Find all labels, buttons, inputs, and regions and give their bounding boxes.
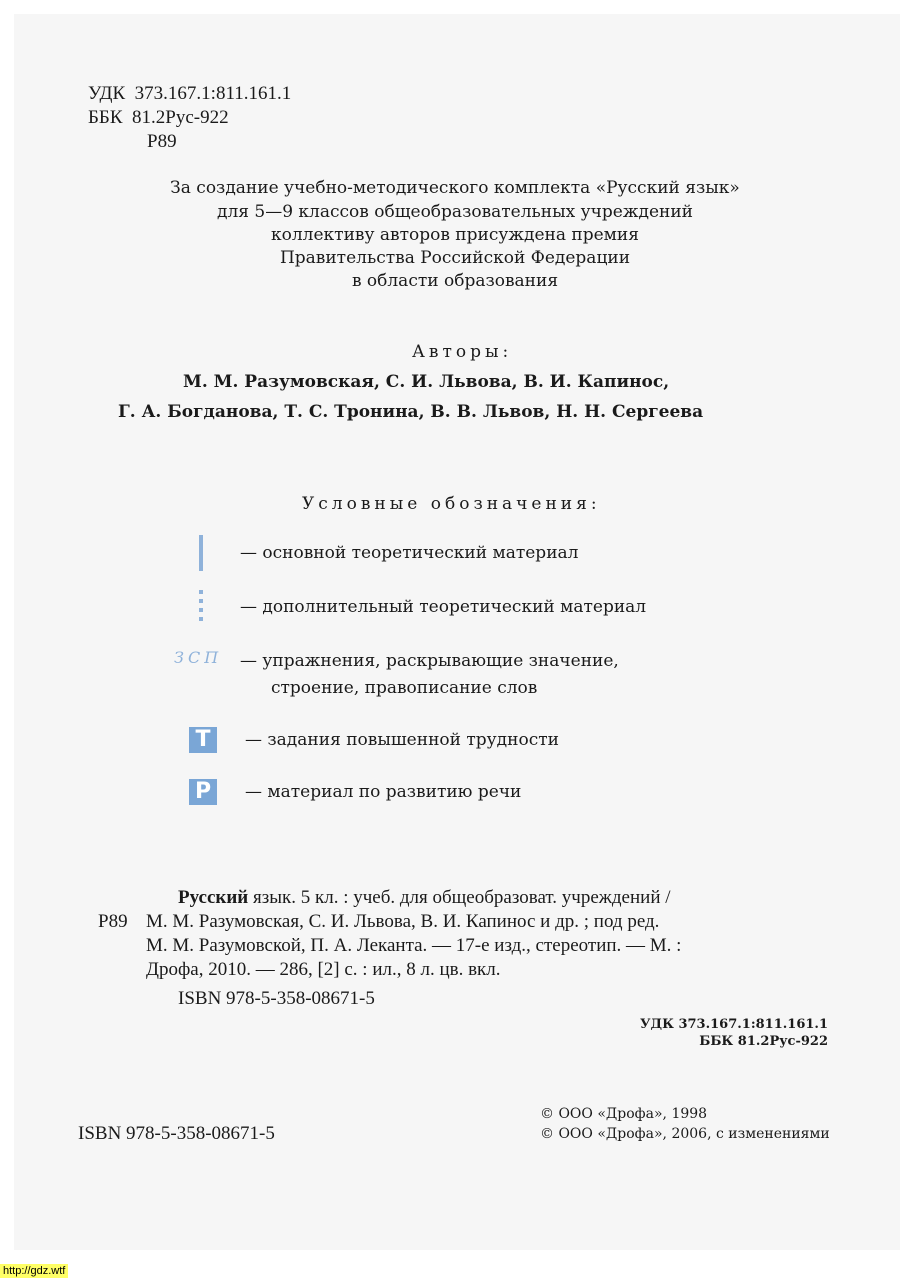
author-code: Р89	[147, 131, 177, 152]
t-icon: Т	[189, 727, 217, 753]
legend-text: — материал по развитию речи	[245, 782, 522, 802]
award-line: За создание учебно-методического комплекта «Русский язык»	[170, 178, 740, 198]
legend-text: — дополнительный теоретический материал	[240, 597, 647, 617]
copyright-line: © ООО «Дрофа», 2006, с изменениями	[540, 1126, 830, 1142]
award-line: Правительства Российской Федерации	[279, 248, 631, 268]
biblio-isbn: ISBN 978-5-358-08671-5	[178, 988, 375, 1009]
legend-text: строение, правописание слов	[271, 678, 538, 698]
award-line: коллективу авторов присуждена премия	[271, 225, 639, 245]
bbk-line	[88, 106, 229, 129]
biblio-line: Дрофа, 2010. — 286, [2] с. : ил., 8 л. цв. вкл.	[146, 959, 501, 980]
biblio-title: Русский	[178, 887, 249, 908]
footer-isbn: ISBN 978-5-358-08671-5	[78, 1123, 275, 1144]
biblio-line: М. М. Разумовской, П. А. Леканта. — 17-е изд., стереотип. — М. :	[146, 935, 682, 956]
bbk-code: 81.2Рус-922	[132, 107, 229, 128]
legend-text: — основной теоретический материал	[240, 543, 579, 563]
award-line: для 5—9 классов общеобразовательных учреждений	[217, 202, 693, 222]
legend-text: — упражнения, раскрывающие значение,	[240, 651, 619, 671]
udk-label: УДК	[88, 83, 126, 104]
watermark-link[interactable]: http://gdz.wtf	[0, 1264, 68, 1278]
biblio-line	[178, 886, 671, 909]
biblio-text: язык. 5 кл. : учеб. для общеобразоват. учреждений /	[252, 887, 671, 908]
udk-line	[88, 82, 291, 105]
zsp-icon: ЗСП	[174, 648, 223, 667]
authors-line: Г. А. Богданова, Т. С. Тронина, В. В. Львов, Н. Н. Сергеева	[118, 402, 704, 422]
solid-bar-icon	[199, 535, 203, 571]
biblio-code: Р89	[98, 911, 128, 932]
legend-text: — задания повышенной трудности	[245, 730, 559, 750]
page	[14, 14, 900, 1250]
copyright-line: © ООО «Дрофа», 1998	[540, 1106, 708, 1122]
dotted-bar-icon	[199, 590, 203, 626]
r-icon: Р	[189, 779, 217, 805]
bbk-label: ББК	[88, 107, 123, 128]
authors-line: М. М. Разумовская, С. И. Львова, В. И. Капинос,	[183, 372, 670, 392]
udk-code: 373.167.1:811.161.1	[134, 83, 292, 104]
biblio-line: М. М. Разумовская, С. И. Львова, В. И. Капинос и др. ; под ред.	[146, 911, 660, 932]
legend-title: Условные обозначения:	[302, 494, 601, 514]
award-line: в области образования	[351, 271, 559, 291]
authors-title: Авторы:	[412, 342, 513, 362]
bbk-right: ББК 81.2Рус-922	[699, 1034, 828, 1049]
udk-right: УДК 373.167.1:811.161.1	[640, 1017, 828, 1032]
